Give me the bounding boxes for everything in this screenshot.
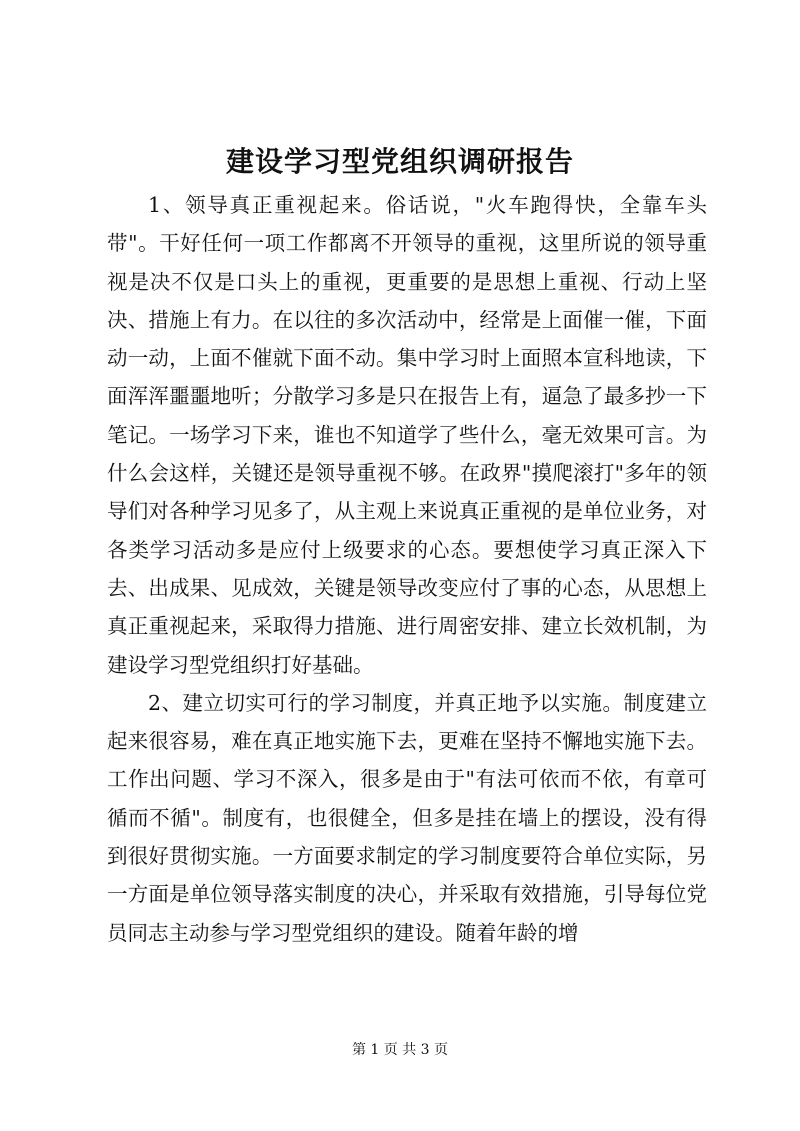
paragraph-1: 1、领导真正重视起来。俗话说，"火车跑得快，全靠车头带"。干好任何一项工作都离不开领导的重视，这里所说的领导重视是决不仅是口头上的重视，更重要的是思想上重视、行动上坚决、措施上有力。在以往的多次活动中，经常是上面催一催，下面动一动，上面不催就下面不动。集中学习时上面照本宣科地读，下面浑浑噩噩地听；分散学习多是只在报告上有，逼急了最多抄一下笔记。一场学习下来，谁也不知道学了些什么，毫无效果可言。为什么会这样，关键还是领导重视不够。在政界"摸爬滚打"多年的领导们对各种学习见多了，从主观上来说真正重视的是单位业务，对各类学习活动多是应付上级要求的心态。要想使学习真正深入下去、出成果、见成效，关键是领导改变应付了事的心态，从思想上真正重视起来，采取得力措施、进行周密安排、建立长效机制，为建设学习型党组织打好基础。	[107, 193, 707, 677]
document-title: 建设学习型党组织调研报告	[225, 145, 574, 178]
paragraph-2: 2、建立切实可行的学习制度，并真正地予以实施。制度建立起来很容易，难在真正地实施下去，更难在坚持不懈地实施下去。工作出问题、学习不深入，很多是由于"有法可依而不依，有章可循而不循"。制度有，也很健全，但多是挂在墙上的摆设，没有得到很好贯彻实施。一方面要求制定的学习制度要符合单位实际，另一方面是单位领导落实制度的决心，并采取有效措施，引导每位党员同志主动参与学习型党组织的建设。随着年龄的增	[107, 690, 707, 945]
page-footer: 第 1 页 共 3 页	[351, 1042, 449, 1058]
document-body	[107, 186, 707, 952]
